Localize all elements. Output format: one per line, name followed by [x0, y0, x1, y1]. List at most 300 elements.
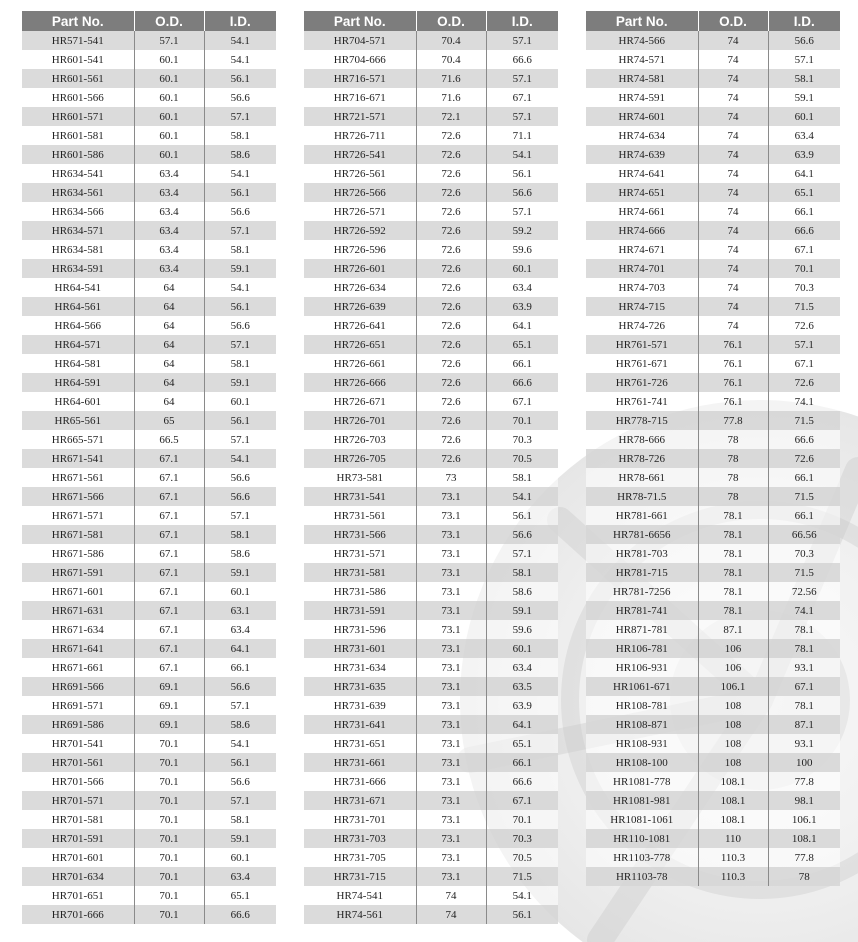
od-cell: 73.1 [416, 525, 486, 544]
table-row [22, 335, 276, 354]
table-row [586, 88, 840, 107]
part-number-cell: HR704-571 [304, 31, 416, 50]
part-number-cell: HR1103-78 [586, 867, 698, 886]
id-cell: 58.6 [486, 582, 558, 601]
part-number-cell: HR601-571 [22, 107, 134, 126]
part-number-cell: HR74-661 [586, 202, 698, 221]
table-row [22, 392, 276, 411]
id-cell: 65.1 [486, 335, 558, 354]
od-cell: 78.1 [698, 544, 768, 563]
part-number-cell: HR73-581 [304, 468, 416, 487]
od-cell: 76.1 [698, 354, 768, 373]
table-row [22, 848, 276, 867]
od-cell: 78.1 [698, 582, 768, 601]
id-cell: 56.6 [204, 316, 276, 335]
id-cell: 54.1 [204, 449, 276, 468]
id-cell: 65.1 [486, 734, 558, 753]
id-cell: 58.6 [204, 145, 276, 164]
table-row [22, 164, 276, 183]
id-cell: 70.5 [486, 848, 558, 867]
od-cell: 78 [698, 487, 768, 506]
part-number-cell: HR74-541 [304, 886, 416, 905]
od-cell: 73.1 [416, 582, 486, 601]
part-number-cell: HR74-581 [586, 69, 698, 88]
table-row [586, 411, 840, 430]
od-cell: 60.1 [134, 145, 204, 164]
part-number-cell: HR634-581 [22, 240, 134, 259]
id-cell: 57.1 [204, 791, 276, 810]
id-cell: 70.3 [768, 278, 840, 297]
table-row [22, 259, 276, 278]
od-cell: 106.1 [698, 677, 768, 696]
od-cell: 70.1 [134, 734, 204, 753]
od-cell: 67.1 [134, 582, 204, 601]
part-number-cell: HR601-581 [22, 126, 134, 145]
id-cell: 56.6 [204, 487, 276, 506]
id-cell: 64.1 [486, 715, 558, 734]
part-number-cell: HR726-592 [304, 221, 416, 240]
table-row [304, 848, 558, 867]
id-cell: 58.1 [204, 126, 276, 145]
part-number-cell: HR726-705 [304, 449, 416, 468]
od-cell: 108.1 [698, 772, 768, 791]
table-row [586, 50, 840, 69]
od-cell: 72.6 [416, 278, 486, 297]
part-number-cell: HR701-541 [22, 734, 134, 753]
id-cell: 57.1 [486, 31, 558, 50]
part-number-cell: HR601-541 [22, 50, 134, 69]
table-row [22, 354, 276, 373]
od-cell: 70.1 [134, 772, 204, 791]
od-cell: 70.1 [134, 886, 204, 905]
id-cell: 60.1 [204, 848, 276, 867]
od-cell: 73.1 [416, 658, 486, 677]
od-cell: 72.6 [416, 240, 486, 259]
id-cell: 70.1 [486, 411, 558, 430]
table-row [586, 164, 840, 183]
id-cell: 63.1 [204, 601, 276, 620]
part-number-cell: HR108-871 [586, 715, 698, 734]
od-cell: 110.3 [698, 848, 768, 867]
id-cell: 58.1 [768, 69, 840, 88]
od-cell: 72.6 [416, 145, 486, 164]
id-cell: 56.1 [204, 69, 276, 88]
id-cell: 66.1 [204, 658, 276, 677]
part-number-cell: HR634-561 [22, 183, 134, 202]
od-cell: 74 [698, 221, 768, 240]
id-cell: 63.4 [486, 278, 558, 297]
part-number-cell: HR671-581 [22, 525, 134, 544]
part-number-cell: HR691-566 [22, 677, 134, 696]
part-number-cell: HR761-726 [586, 373, 698, 392]
part-number-cell: HR731-651 [304, 734, 416, 753]
id-cell: 70.3 [486, 829, 558, 848]
part-number-cell: HR726-666 [304, 373, 416, 392]
id-cell: 67.1 [768, 677, 840, 696]
table-row [304, 107, 558, 126]
part-number-cell: HR726-701 [304, 411, 416, 430]
id-cell: 71.5 [768, 411, 840, 430]
od-cell: 110 [698, 829, 768, 848]
table-row [586, 487, 840, 506]
table-row [586, 202, 840, 221]
od-cell: 73.1 [416, 696, 486, 715]
od-cell: 73.1 [416, 772, 486, 791]
table-row [304, 639, 558, 658]
part-number-cell: HR731-571 [304, 544, 416, 563]
od-cell: 72.6 [416, 316, 486, 335]
part-number-cell: HR601-566 [22, 88, 134, 107]
id-cell: 71.5 [486, 867, 558, 886]
id-cell: 57.1 [486, 202, 558, 221]
part-number-cell: HR64-566 [22, 316, 134, 335]
od-cell: 72.6 [416, 430, 486, 449]
part-number-cell: HR726-571 [304, 202, 416, 221]
table-row [22, 829, 276, 848]
id-cell: 58.1 [486, 468, 558, 487]
id-cell: 57.1 [204, 430, 276, 449]
id-cell: 78.1 [768, 620, 840, 639]
part-number-cell: HR726-703 [304, 430, 416, 449]
od-cell: 74 [416, 905, 486, 924]
part-number-cell: HR701-566 [22, 772, 134, 791]
od-cell: 72.6 [416, 373, 486, 392]
table-row [22, 221, 276, 240]
part-number-cell: HR64-581 [22, 354, 134, 373]
od-cell: 60.1 [134, 88, 204, 107]
id-cell: 67.1 [768, 354, 840, 373]
id-cell: 63.9 [486, 297, 558, 316]
part-number-cell: HR721-571 [304, 107, 416, 126]
part-number-cell: HR781-661 [586, 506, 698, 525]
id-cell: 67.1 [486, 791, 558, 810]
id-cell: 74.1 [768, 392, 840, 411]
table-row [586, 373, 840, 392]
part-number-cell: HR64-571 [22, 335, 134, 354]
table-row [22, 810, 276, 829]
part-number-cell: HR74-566 [586, 31, 698, 50]
id-cell: 71.1 [486, 126, 558, 145]
table-row [22, 620, 276, 639]
id-cell: 58.1 [204, 354, 276, 373]
id-cell: 63.9 [486, 696, 558, 715]
id-cell: 56.1 [486, 905, 558, 924]
od-cell: 63.4 [134, 202, 204, 221]
table-row [22, 734, 276, 753]
id-cell: 54.1 [486, 145, 558, 164]
part-number-cell: HR671-541 [22, 449, 134, 468]
id-cell: 98.1 [768, 791, 840, 810]
id-cell: 54.1 [204, 164, 276, 183]
id-cell: 58.6 [204, 715, 276, 734]
part-number-cell: HR601-561 [22, 69, 134, 88]
part-number-cell: HR701-601 [22, 848, 134, 867]
table-row [586, 506, 840, 525]
od-cell: 70.1 [134, 905, 204, 924]
part-number-cell: HR571-541 [22, 31, 134, 50]
id-cell: 59.1 [204, 259, 276, 278]
od-cell: 63.4 [134, 240, 204, 259]
part-number-cell: HR731-566 [304, 525, 416, 544]
od-cell: 70.1 [134, 753, 204, 772]
table-row [22, 639, 276, 658]
table-body [586, 31, 840, 886]
table-row [304, 430, 558, 449]
table-row [304, 886, 558, 905]
id-cell: 66.1 [486, 753, 558, 772]
part-number-cell: HR781-741 [586, 601, 698, 620]
table-row [304, 734, 558, 753]
od-cell: 74 [698, 183, 768, 202]
od-cell: 69.1 [134, 715, 204, 734]
od-cell: 73.1 [416, 487, 486, 506]
table-row [586, 468, 840, 487]
od-cell: 73.1 [416, 563, 486, 582]
od-cell: 69.1 [134, 677, 204, 696]
id-cell: 60.1 [204, 582, 276, 601]
od-cell: 73.1 [416, 639, 486, 658]
id-cell: 54.1 [204, 734, 276, 753]
part-number-cell: HR108-781 [586, 696, 698, 715]
header-od: O.D. [134, 11, 204, 31]
od-cell: 108.1 [698, 810, 768, 829]
id-cell: 57.1 [486, 107, 558, 126]
id-cell: 66.6 [768, 430, 840, 449]
part-number-cell: HR74-641 [586, 164, 698, 183]
od-cell: 72.6 [416, 126, 486, 145]
part-number-cell: HR731-715 [304, 867, 416, 886]
part-number-cell: HR108-931 [586, 734, 698, 753]
od-cell: 78.1 [698, 601, 768, 620]
table-row [304, 677, 558, 696]
spec-table-2 [304, 11, 558, 924]
table-row [22, 563, 276, 582]
od-cell: 76.1 [698, 392, 768, 411]
header-part-no: Part No. [22, 11, 134, 31]
id-cell: 67.1 [486, 392, 558, 411]
od-cell: 67.1 [134, 620, 204, 639]
od-cell: 74 [698, 107, 768, 126]
od-cell: 72.6 [416, 202, 486, 221]
od-cell: 74 [698, 31, 768, 50]
table-row [304, 145, 558, 164]
part-number-cell: HR726-711 [304, 126, 416, 145]
id-cell: 63.9 [768, 145, 840, 164]
id-cell: 59.1 [204, 829, 276, 848]
part-number-cell: HR671-641 [22, 639, 134, 658]
od-cell: 73.1 [416, 810, 486, 829]
od-cell: 73.1 [416, 601, 486, 620]
id-cell: 57.1 [204, 506, 276, 525]
table-row [22, 297, 276, 316]
table-row [304, 373, 558, 392]
table-row [22, 544, 276, 563]
part-number-cell: HR634-541 [22, 164, 134, 183]
id-cell: 78 [768, 867, 840, 886]
table-row [22, 316, 276, 335]
table-row [586, 810, 840, 829]
od-cell: 78 [698, 468, 768, 487]
id-cell: 77.8 [768, 772, 840, 791]
id-cell: 58.1 [204, 810, 276, 829]
table-row [586, 354, 840, 373]
part-number-cell: HR78-666 [586, 430, 698, 449]
id-cell: 72.6 [768, 373, 840, 392]
table-row [586, 582, 840, 601]
id-cell: 63.4 [204, 867, 276, 886]
od-cell: 57.1 [134, 31, 204, 50]
part-number-cell: HR726-596 [304, 240, 416, 259]
part-number-cell: HR601-586 [22, 145, 134, 164]
id-cell: 59.6 [486, 240, 558, 259]
part-number-cell: HR1081-981 [586, 791, 698, 810]
id-cell: 56.6 [204, 772, 276, 791]
id-cell: 56.6 [768, 31, 840, 50]
part-number-cell: HR701-561 [22, 753, 134, 772]
part-number-cell: HR726-561 [304, 164, 416, 183]
id-cell: 57.1 [204, 696, 276, 715]
id-cell: 59.1 [204, 373, 276, 392]
part-number-cell: HR78-726 [586, 449, 698, 468]
table-row [304, 696, 558, 715]
table-row [22, 677, 276, 696]
table-row [22, 886, 276, 905]
id-cell: 71.5 [768, 487, 840, 506]
part-number-cell: HR871-781 [586, 620, 698, 639]
part-number-cell: HR778-715 [586, 411, 698, 430]
part-number-cell: HR74-561 [304, 905, 416, 924]
header-part-no: Part No. [586, 11, 698, 31]
id-cell: 66.6 [204, 905, 276, 924]
table-row [586, 658, 840, 677]
od-cell: 74 [698, 145, 768, 164]
part-number-cell: HR781-715 [586, 563, 698, 582]
id-cell: 100 [768, 753, 840, 772]
id-cell: 70.5 [486, 449, 558, 468]
od-cell: 108 [698, 734, 768, 753]
id-cell: 59.1 [768, 88, 840, 107]
table-row [22, 582, 276, 601]
id-cell: 66.1 [486, 354, 558, 373]
part-number-cell: HR74-571 [586, 50, 698, 69]
id-cell: 56.1 [486, 506, 558, 525]
id-cell: 67.1 [486, 88, 558, 107]
table-row [304, 601, 558, 620]
table-row [22, 772, 276, 791]
id-cell: 57.1 [768, 335, 840, 354]
od-cell: 74 [698, 50, 768, 69]
od-cell: 73.1 [416, 677, 486, 696]
header-row [22, 11, 276, 31]
part-number-cell: HR1103-778 [586, 848, 698, 867]
table-row [586, 848, 840, 867]
part-number-cell: HR731-635 [304, 677, 416, 696]
id-cell: 70.3 [486, 430, 558, 449]
id-cell: 108.1 [768, 829, 840, 848]
id-cell: 59.1 [204, 563, 276, 582]
id-cell: 54.1 [204, 50, 276, 69]
od-cell: 74 [698, 316, 768, 335]
id-cell: 56.1 [204, 753, 276, 772]
table-row [22, 715, 276, 734]
part-number-cell: HR671-591 [22, 563, 134, 582]
table-row [586, 430, 840, 449]
id-cell: 57.1 [204, 107, 276, 126]
table-row [304, 525, 558, 544]
id-cell: 57.1 [768, 50, 840, 69]
id-cell: 67.1 [768, 240, 840, 259]
part-number-cell: HR110-1081 [586, 829, 698, 848]
table-row [586, 677, 840, 696]
table-row [22, 69, 276, 88]
table-row [22, 525, 276, 544]
id-cell: 66.6 [486, 373, 558, 392]
part-number-cell: HR671-601 [22, 582, 134, 601]
part-number-cell: HR726-634 [304, 278, 416, 297]
od-cell: 78 [698, 449, 768, 468]
od-cell: 70.1 [134, 848, 204, 867]
table-row [586, 278, 840, 297]
part-number-cell: HR761-671 [586, 354, 698, 373]
table-row [586, 772, 840, 791]
table-row [586, 31, 840, 50]
id-cell: 72.56 [768, 582, 840, 601]
table-row [22, 183, 276, 202]
od-cell: 74 [698, 297, 768, 316]
table-row [304, 867, 558, 886]
table-row [22, 430, 276, 449]
table-row [304, 335, 558, 354]
spec-table-3 [586, 11, 840, 886]
id-cell: 87.1 [768, 715, 840, 734]
od-cell: 77.8 [698, 411, 768, 430]
od-cell: 73.1 [416, 544, 486, 563]
table-row [586, 221, 840, 240]
od-cell: 64 [134, 373, 204, 392]
table-row [304, 392, 558, 411]
part-number-cell: HR64-601 [22, 392, 134, 411]
table-row [22, 658, 276, 677]
part-number-cell: HR726-641 [304, 316, 416, 335]
part-number-cell: HR731-701 [304, 810, 416, 829]
part-number-cell: HR671-631 [22, 601, 134, 620]
part-number-cell: HR731-591 [304, 601, 416, 620]
table-row [304, 810, 558, 829]
table-row [586, 620, 840, 639]
part-number-cell: HR781-6656 [586, 525, 698, 544]
od-cell: 71.6 [416, 88, 486, 107]
table-row [586, 316, 840, 335]
part-number-cell: HR74-726 [586, 316, 698, 335]
id-cell: 56.1 [204, 411, 276, 430]
part-number-cell: HR671-661 [22, 658, 134, 677]
od-cell: 76.1 [698, 335, 768, 354]
id-cell: 60.1 [768, 107, 840, 126]
table-row [304, 582, 558, 601]
part-number-cell: HR726-671 [304, 392, 416, 411]
od-cell: 70.1 [134, 791, 204, 810]
table-row [22, 202, 276, 221]
table-row [304, 278, 558, 297]
table-row [22, 449, 276, 468]
id-cell: 78.1 [768, 696, 840, 715]
od-cell: 66.5 [134, 430, 204, 449]
od-cell: 71.6 [416, 69, 486, 88]
table-row [586, 126, 840, 145]
id-cell: 64.1 [486, 316, 558, 335]
od-cell: 67.1 [134, 658, 204, 677]
od-cell: 78.1 [698, 506, 768, 525]
